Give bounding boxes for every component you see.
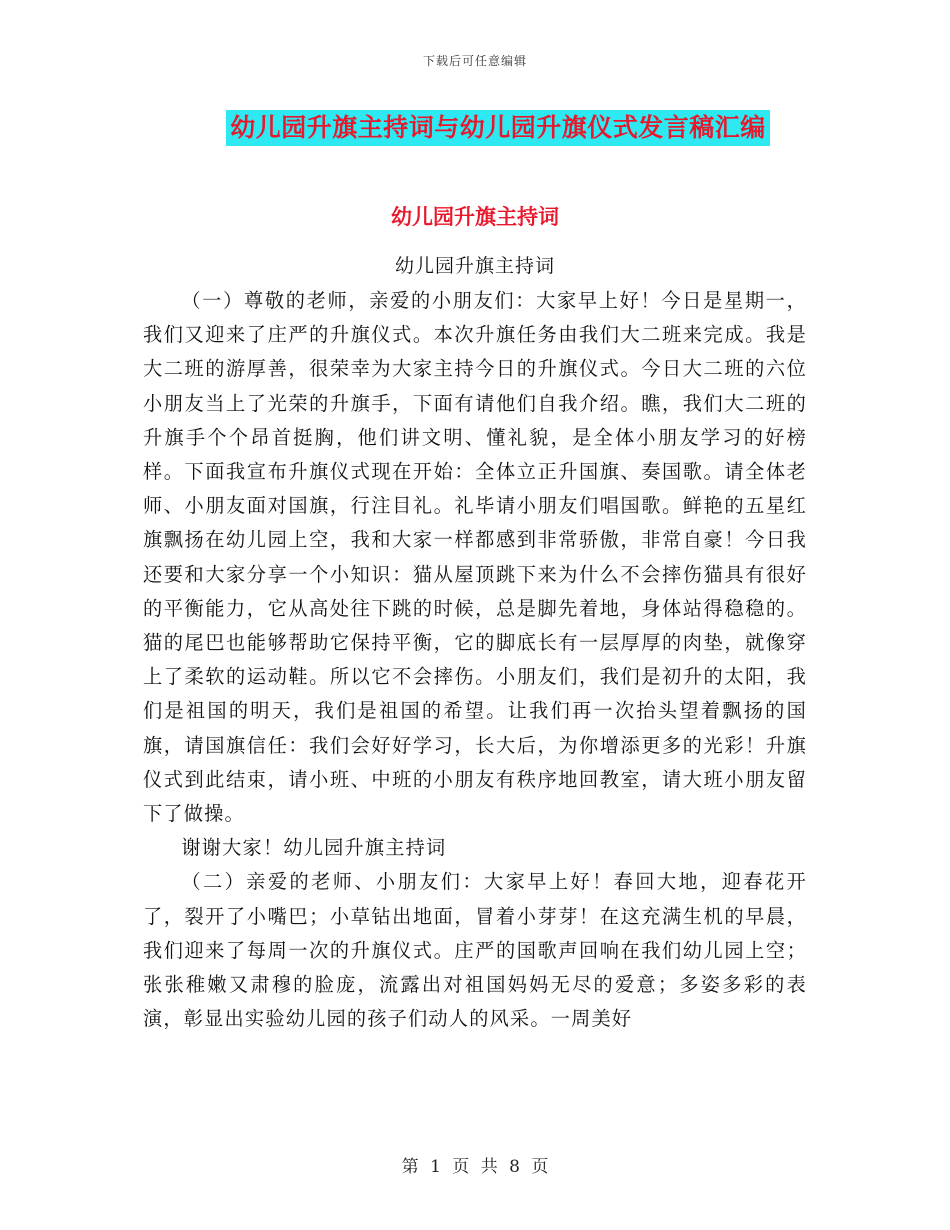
paragraph-2: 谢谢大家！幼儿园升旗主持词: [181, 836, 447, 860]
section-subtitle: 幼儿园升旗主持词: [394, 255, 555, 277]
page-number-footer: 第 1 页 共 8 页: [401, 1157, 549, 1177]
header-note: 下载后可任意编辑: [422, 54, 527, 68]
paragraph-1: （一）尊敬的老师，亲爱的小朋友们：大家早上好！今日是星期一，我们又迎来了庄严的升旗仪式。本次升旗任务由我们大二班来完成。我是大二班的游厚善，很荣幸为大家主持今日的升旗仪式。今日大二班的六位小朋友当上了光荣的升旗手，下面有请他们自我介绍。瞧，我们大二班的升旗手个个昂首挺胸，他们讲文明、懂礼貌，是全体小朋友学习的好榜样。下面我宣布升旗仪式现在开始：全体立正升国旗、奏国歌。请全体老师、小朋友面对国旗，行注目礼。礼毕请小朋友们唱国歌。鲜艳的五星红旗飘扬在幼儿园上空，我和大家一样都感到非常骄傲，非常自豪！今日我还要和大家分享一个小知识：猫从屋顶跳下来为什么不会摔伤猫具有很好的平衡能力，它从高处往下跳的时候，总是脚先着地，身体站得稳稳的。猫的尾巴也能够帮助它保持平衡，它的脚底长有一层厚厚的肉垫，就像穿上了柔软的运动鞋。所以它不会摔伤。小朋友们，我们是初升的太阳，我们是祖国的明天，我们是祖国的希望。让我们再一次抬头望着飘扬的国旗，请国旗信任：我们会好好学习，长大后，为你增添更多的光彩！升旗仪式到此结束，请小班、中班的小朋友有秩序地回教室，请大班小朋友留下了做操。: [143, 289, 807, 826]
main-title-container: [0, 110, 950, 146]
document-main-title: 幼儿园升旗主持词与幼儿园升旗仪式发言稿汇编: [226, 110, 770, 146]
document-body: [143, 284, 807, 1036]
paragraph-3: （二）亲爱的老师、小朋友们：大家早上好！春回大地，迎春花开了，裂开了小嘴巴；小草钻出地面，冒着小芽芽！在这充满生机的早晨，我们迎来了每周一次的升旗仪式。庄严的国歌声回响在我们幼儿园上空；张张稚嫩又肃穆的脸庞，流露出对祖国妈妈无尽的爱意；多姿多彩的表演，彰显出实验幼儿园的孩子们动人的风采。一周美好: [143, 870, 807, 1031]
section-title: 幼儿园升旗主持词: [391, 205, 559, 229]
